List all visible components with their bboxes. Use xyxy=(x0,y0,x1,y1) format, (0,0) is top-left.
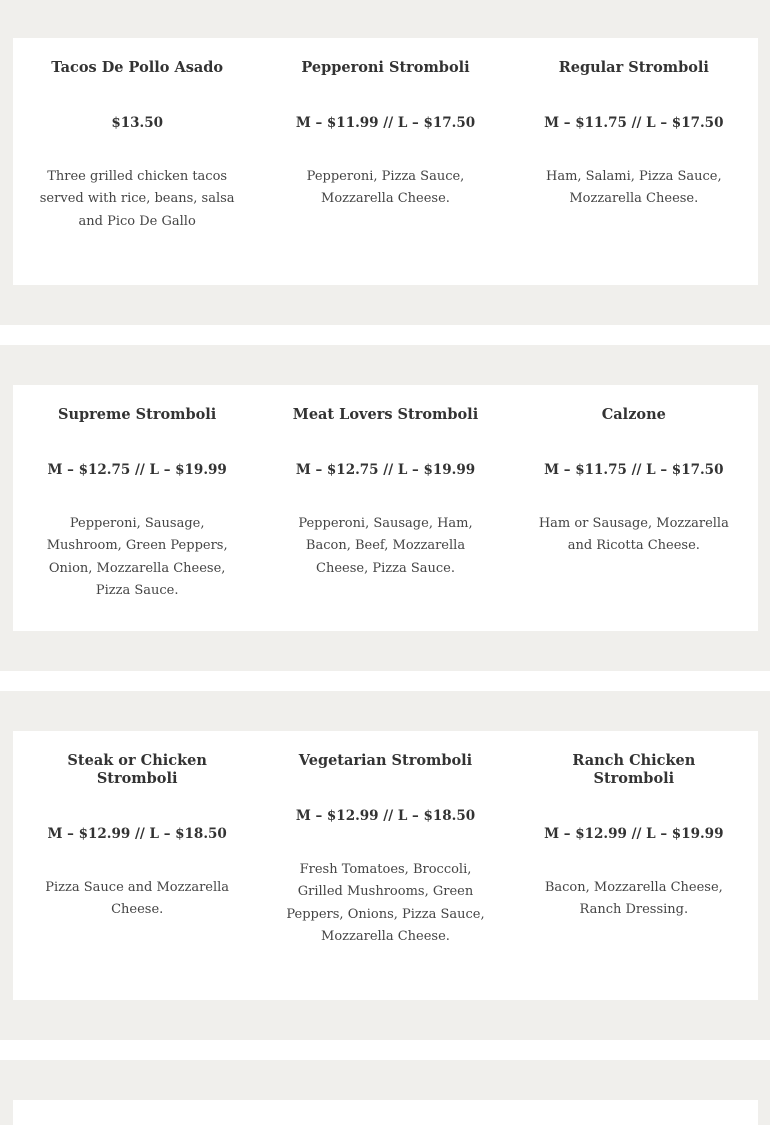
menu-item-description: Bacon, Mozzarella Cheese, Ranch Dressing. xyxy=(544,880,723,918)
menu-item-price: $13.50 xyxy=(111,115,163,131)
menu-item-description: Fresh Tomatoes, Broccoli, Grilled Mushrooms, Green Peppers, Onions, Pizza Sauce, Mozzarella Cheese. xyxy=(286,862,485,945)
menu-section-card xyxy=(13,385,758,631)
menu-item-price: M – $12.99 // L – $19.99 xyxy=(544,826,724,842)
menu-item xyxy=(510,731,758,1000)
menu-item-description: Ham, Salami, Pizza Sauce, Mozzarella Cheese. xyxy=(546,169,722,207)
menu-section-card xyxy=(13,38,758,285)
menu-item xyxy=(510,385,758,631)
menu-item-name: Meat Lovers Stromboli xyxy=(292,406,479,423)
menu-item xyxy=(261,731,509,1000)
menu-item-description: Pepperoni, Pizza Sauce, Mozzarella Cheese. xyxy=(306,169,465,207)
menu-item xyxy=(13,731,261,1000)
menu-item-name: Regular Stromboli xyxy=(558,59,709,76)
menu-item-description: Pizza Sauce and Mozzarella Cheese. xyxy=(45,880,230,918)
menu-item xyxy=(13,38,261,285)
menu-section-card xyxy=(13,731,758,1000)
menu-item xyxy=(510,38,758,285)
menu-item-price: M – $12.75 // L – $19.99 xyxy=(295,462,476,478)
menu-item-name: Ranch Chicken Stromboli xyxy=(572,752,696,787)
menu-item-description: Pepperoni, Sausage, Ham, Bacon, Beef, Mozzarella Cheese, Pizza Sauce. xyxy=(298,516,473,576)
menu-item-name: Supreme Stromboli xyxy=(58,406,217,423)
menu-item-price: M – $12.99 // L – $18.50 xyxy=(47,826,227,842)
menu-item-price: M – $11.75 // L – $17.50 xyxy=(544,462,724,478)
menu-item-name: Pepperoni Stromboli xyxy=(301,59,470,76)
menu-item-name: Calzone xyxy=(601,406,666,423)
menu-item-price: M – $12.75 // L – $19.99 xyxy=(47,462,227,478)
menu-item-name: Vegetarian Stromboli xyxy=(298,752,473,769)
menu-item-name: Tacos De Pollo Asado xyxy=(51,59,224,76)
menu-item xyxy=(13,385,261,631)
menu-item-price: M – $11.99 // L – $17.50 xyxy=(295,115,476,131)
menu-item-description: Ham or Sausage, Mozzarella and Ricotta Cheese. xyxy=(538,516,729,554)
menu-section-card xyxy=(13,1100,758,1125)
menu-item-price: M – $11.75 // L – $17.50 xyxy=(544,115,724,131)
menu-item-price: M – $12.99 // L – $18.50 xyxy=(295,808,476,824)
menu-item xyxy=(261,38,509,285)
menu-item-description: Pepperoni, Sausage, Mushroom, Green Peppers, Onion, Mozzarella Cheese, Pizza Sauce. xyxy=(46,516,228,599)
menu-item-description: Three grilled chicken tacos served with rice, beans, salsa and Pico De Gallo xyxy=(39,169,235,229)
menu-item xyxy=(261,385,509,631)
menu-item-name: Steak or Chicken Stromboli xyxy=(67,752,207,787)
